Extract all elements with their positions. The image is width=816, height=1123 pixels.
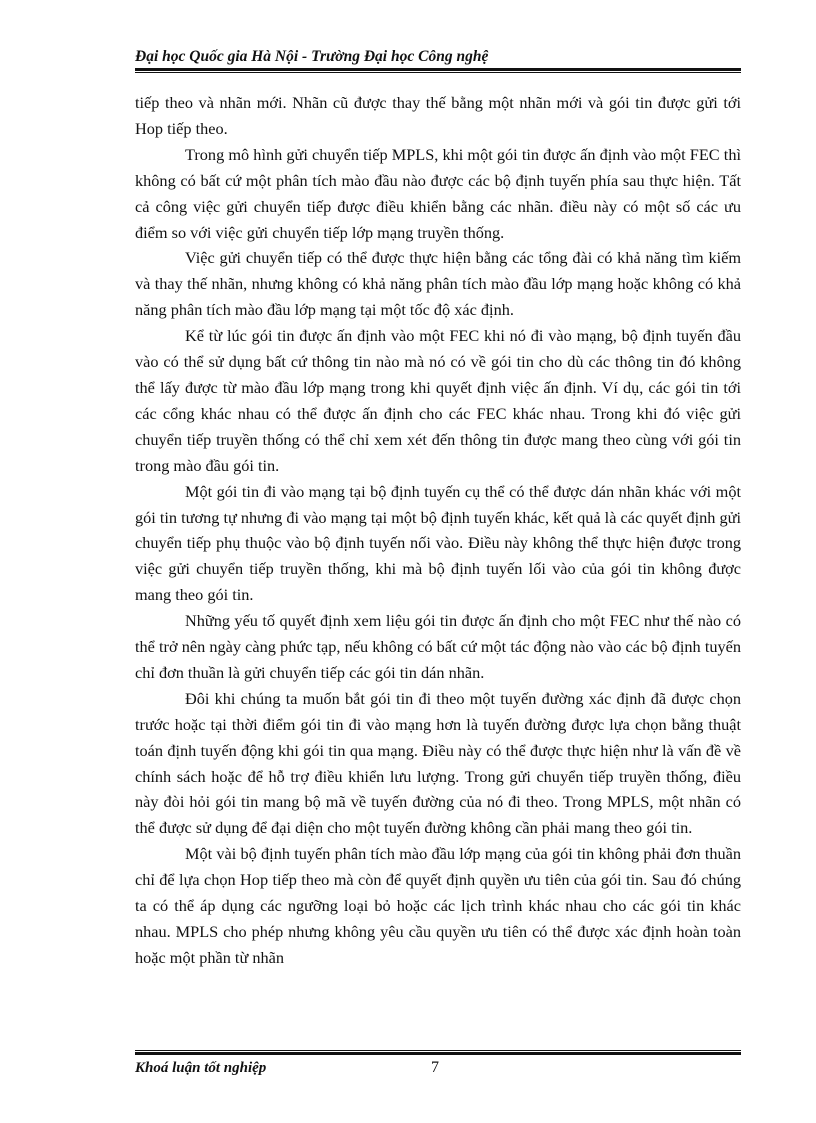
page-footer bbox=[135, 1050, 741, 1079]
paragraph: Việc gửi chuyển tiếp có thể được thực hiện bằng các tổng đài có khả năng tìm kiếm và thay thế nhãn, nhưng không có khả năng phân tích mào đầu lớp mạng hoặc không có khả năng phân tích mào đầu lớp mạng tại một tốc độ xác định. bbox=[135, 248, 741, 320]
footer-rule-thin bbox=[135, 1050, 741, 1051]
footer-row bbox=[135, 1059, 741, 1079]
paragraph: Kể từ lúc gói tin được ấn định vào một FEC khi nó đi vào mạng, bộ định tuyến đầu vào có thể sử dụng bất cứ thông tin nào mà nó có về gói tin cho dù các thông tin đó không thể lấy được từ mào đầu lớp mạng trong khi quyết định việc ấn định. Ví dụ, các gói tin tới các cổng khác nhau có thể được ấn định cho các FEC khác nhau. Trong khi đó việc gửi chuyển tiếp truyền thống có thể chỉ xem xét đến thông tin được mang theo cùng với gói tin trong mào đầu gói tin. bbox=[135, 326, 741, 475]
body-text bbox=[135, 90, 741, 971]
paragraph: Một gói tin đi vào mạng tại bộ định tuyến cụ thể có thể được dán nhãn khác với một gói tin tương tự nhưng đi vào mạng tại một bộ định tuyến khác, kết quả là các quyết định gửi chuyển tiếp phụ thuộc vào bộ định tuyến nối vào. Điều này không thể thực hiện được trong việc gửi chuyển tiếp truyền thống, khi mà bộ định tuyến lối vào của gói tin không được mang theo gói tin. bbox=[135, 481, 741, 605]
paragraph: Đôi khi chúng ta muốn bắt gói tin đi theo một tuyến đường xác định đã được chọn trước hoặc tại thời điểm gói tin đi vào mạng hơn là tuyến đường được lựa chọn bằng thuật toán định tuyến động khi gói tin qua mạng. Điều này có thể được thực hiện như là vấn đề về chính sách hoặc để hỗ trợ điều khiển lưu lượng. Trong gửi chuyển tiếp truyền thống, điều này đòi hỏi gói tin mang bộ mã về tuyến đường của nó đi theo. Trong MPLS, một nhãn có thể được sử dụng để đại diện cho một tuyến đường không cần phải mang theo gói tin. bbox=[135, 688, 741, 838]
header-rule-thick bbox=[135, 68, 741, 71]
header-rule-thin bbox=[135, 72, 741, 73]
footer-label: Khoá luận tốt nghiệp bbox=[135, 1060, 267, 1076]
page-number: 7 bbox=[431, 1059, 439, 1076]
footer-rule-thick bbox=[135, 1052, 741, 1055]
paragraph: Những yếu tố quyết định xem liệu gói tin được ấn định cho một FEC như thế nào có thể trở nên ngày càng phức tạp, nếu không có bất cứ một tác động nào vào các bộ định tuyến chỉ đơn thuần là gửi chuyển tiếp các gói tin dán nhãn. bbox=[135, 611, 741, 682]
page-header bbox=[135, 48, 741, 73]
paragraph: Một vài bộ định tuyến phân tích mào đầu lớp mạng của gói tin không phải đơn thuần chỉ để lựa chọn Hop tiếp theo mà còn để quyết định quyền ưu tiên của gói tin. Sau đó chúng ta có thể áp dụng các ngưỡng loại bỏ hoặc các lịch trình khác nhau cho các gói tin khác nhau. MPLS cho phép nhưng không yêu cầu quyền ưu tiên có thể được xác định hoàn toàn hoặc một phần từ nhãn bbox=[135, 844, 741, 967]
paragraph-continuation: tiếp theo và nhãn mới. Nhãn cũ được thay thế bằng một nhãn mới và gói tin được gửi tới Hop tiếp theo. bbox=[135, 93, 741, 138]
header-title: Đại học Quốc gia Hà Nội - Trường Đại học Công nghệ bbox=[135, 48, 489, 65]
paragraph: Trong mô hình gửi chuyển tiếp MPLS, khi một gói tin được ấn định vào một FEC thì không có bất cứ một phân tích mào đầu nào được các bộ định tuyến phía sau thực hiện. Tất cả công việc gửi chuyển tiếp được điều khiển bằng các nhãn. điều này có một số các ưu điểm so với việc gửi chuyển tiếp lớp mạng truyền thống. bbox=[135, 144, 741, 242]
